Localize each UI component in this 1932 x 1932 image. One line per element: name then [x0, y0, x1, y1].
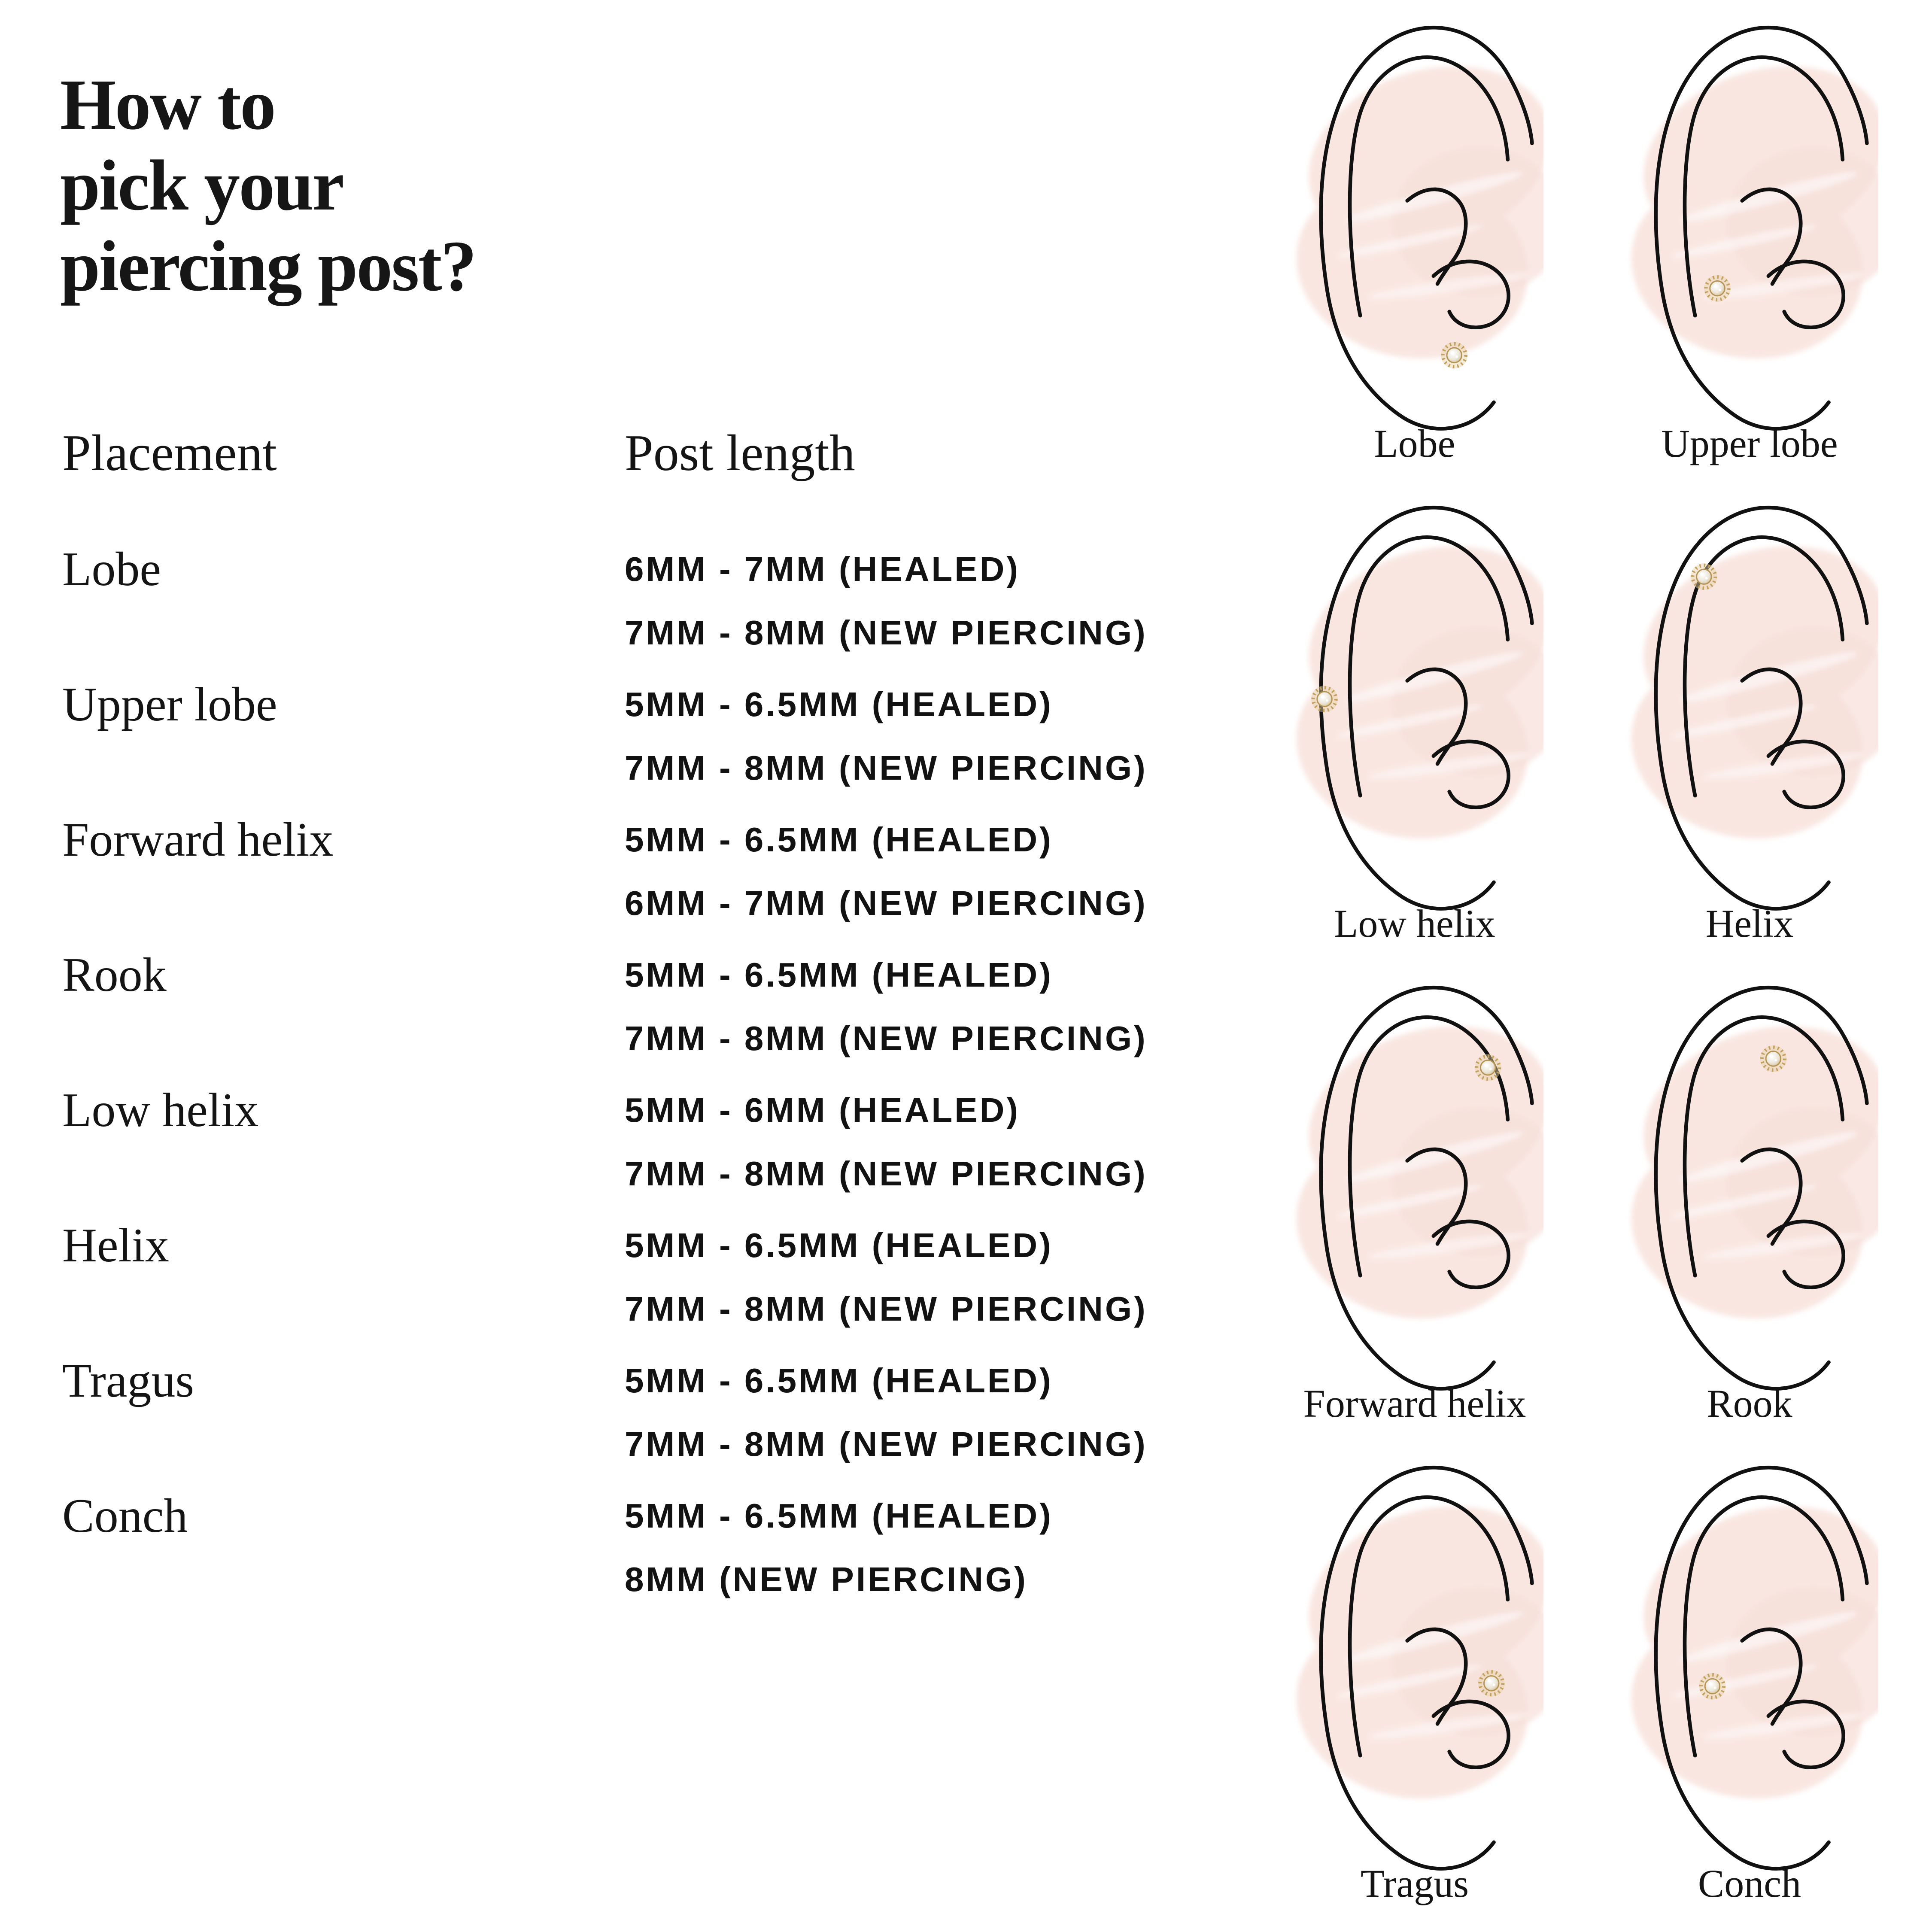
ear-label: Lobe — [1374, 422, 1455, 465]
ear-diagram-card — [1582, 9, 1917, 489]
piercing-stud-icon — [1478, 1670, 1505, 1697]
new-piercing-size: 7MM - 8MM (NEW PIERCING) — [625, 614, 1148, 652]
piercing-stud-icon — [1760, 1045, 1786, 1072]
size-table — [62, 538, 1247, 1619]
placement-label: Helix — [62, 1219, 169, 1272]
page-title-line3: piercing post? — [60, 226, 476, 306]
ear-diagram-card — [1247, 489, 1582, 969]
placement-label: Upper lobe — [62, 678, 277, 731]
watercolor-blob — [1286, 996, 1543, 1337]
ear-diagram-grid — [1247, 9, 1917, 1929]
placement-label: Low helix — [62, 1084, 259, 1137]
placement-label: Rook — [62, 948, 167, 1002]
page-title — [60, 64, 476, 307]
ear-diagram — [1621, 969, 1878, 1404]
ear-label: Upper lobe — [1661, 422, 1838, 465]
new-piercing-size: 6MM - 7MM (NEW PIERCING) — [625, 884, 1148, 922]
new-piercing-size: 7MM - 8MM (NEW PIERCING) — [625, 1154, 1148, 1193]
healed-size: 5MM - 6.5MM (HEALED) — [625, 685, 1053, 723]
ear-diagram-card — [1247, 969, 1582, 1449]
table-row — [62, 1214, 1247, 1341]
healed-size: 5MM - 6.5MM (HEALED) — [625, 1497, 1053, 1535]
piercing-stud-icon — [1704, 275, 1731, 302]
placement-label: Lobe — [62, 543, 161, 596]
new-piercing-size: 7MM - 8MM (NEW PIERCING) — [625, 749, 1148, 787]
new-piercing-size: 7MM - 8MM (NEW PIERCING) — [625, 1019, 1148, 1057]
post-length-values — [625, 943, 1247, 1070]
ear-diagram-card — [1247, 9, 1582, 489]
piercing-stud-icon — [1441, 342, 1467, 368]
ear-diagram — [1621, 1449, 1878, 1884]
post-length-column-header: Post length — [625, 424, 855, 481]
table-row — [62, 538, 1247, 665]
ear-diagram — [1286, 9, 1543, 444]
new-piercing-size: 7MM - 8MM (NEW PIERCING) — [625, 1290, 1148, 1328]
placement-label: Tragus — [62, 1354, 194, 1407]
ear-label: Rook — [1707, 1382, 1792, 1425]
piercing-stud-icon — [1691, 563, 1717, 590]
watercolor-blob — [1621, 36, 1878, 377]
table-row — [62, 673, 1247, 800]
watercolor-blob — [1286, 1476, 1543, 1817]
table-row — [62, 1484, 1247, 1611]
ear-label: Forward helix — [1303, 1382, 1526, 1425]
piercing-stud-icon — [1311, 686, 1338, 712]
table-header-row — [62, 421, 1230, 485]
ear-label: Helix — [1705, 902, 1794, 945]
new-piercing-size: 7MM - 8MM (NEW PIERCING) — [625, 1425, 1148, 1463]
ear-diagram — [1286, 969, 1543, 1404]
watercolor-blob — [1621, 1476, 1878, 1817]
table-row — [62, 1349, 1247, 1476]
ear-diagram-card — [1582, 489, 1917, 969]
ear-diagram — [1286, 1449, 1543, 1884]
watercolor-blob — [1621, 996, 1878, 1337]
piercing-stud-icon — [1475, 1054, 1501, 1081]
placement-label: Conch — [62, 1489, 188, 1543]
post-length-values — [625, 1349, 1247, 1476]
ear-label: Conch — [1698, 1862, 1801, 1905]
page-title-line2: pick your — [60, 146, 343, 225]
healed-size: 5MM - 6.5MM (HEALED) — [625, 1226, 1053, 1264]
post-length-values — [625, 1484, 1247, 1611]
table-row — [62, 943, 1247, 1070]
post-length-values — [625, 538, 1247, 665]
post-length-values — [625, 673, 1247, 800]
watercolor-blob — [1621, 516, 1878, 857]
ear-label: Low helix — [1334, 902, 1495, 945]
table-row — [62, 1078, 1247, 1206]
healed-size: 5MM - 6.5MM (HEALED) — [625, 820, 1053, 859]
post-length-values — [625, 1078, 1247, 1206]
table-row — [62, 808, 1247, 935]
healed-size: 5MM - 6.5MM (HEALED) — [625, 956, 1053, 994]
ear-diagram-card — [1582, 969, 1917, 1449]
placement-column-header: Placement — [62, 424, 277, 481]
ear-diagram-card — [1582, 1449, 1917, 1929]
healed-size: 5MM - 6.5MM (HEALED) — [625, 1361, 1053, 1400]
piercing-stud-icon — [1699, 1673, 1725, 1699]
ear-diagram — [1621, 489, 1878, 924]
ear-label: Tragus — [1360, 1862, 1469, 1905]
ear-diagram-card — [1247, 1449, 1582, 1929]
watercolor-blob — [1286, 36, 1543, 377]
page-title-line1: How to — [60, 65, 275, 145]
healed-size: 5MM - 6MM (HEALED) — [625, 1091, 1021, 1129]
post-length-values — [625, 808, 1247, 935]
placement-label: Forward helix — [62, 813, 334, 866]
healed-size: 6MM - 7MM (HEALED) — [625, 550, 1021, 588]
ear-diagram — [1621, 9, 1878, 444]
new-piercing-size: 8MM (NEW PIERCING) — [625, 1560, 1028, 1598]
post-length-values — [625, 1214, 1247, 1341]
ear-diagram — [1286, 489, 1543, 924]
